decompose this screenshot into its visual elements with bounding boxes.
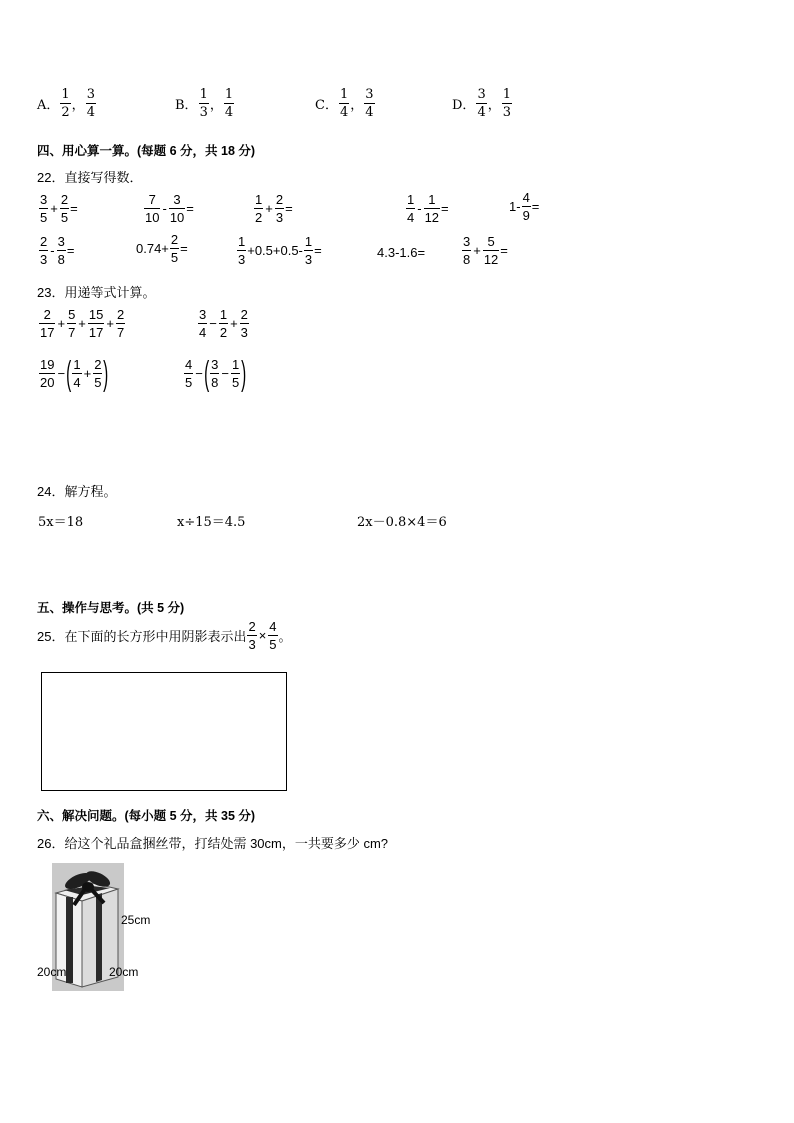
q22-expression-5: 1- $\frac{4}{9}$ = [509, 190, 540, 223]
section-heading-4: 四、用心算一算。(每题 6 分，共 18 分) [37, 144, 256, 158]
question-24-title: 24．解方程。 [37, 484, 117, 499]
width-label: 20cm [109, 965, 139, 979]
depth-label: 20cm [37, 965, 67, 979]
fraction: $\frac{1}{4}$ [339, 87, 349, 120]
q24-equation-2: x÷15＝4.5 [177, 515, 246, 530]
q22-expression-2: $\frac{7}{10}$ - $\frac{3}{10}$ = [145, 192, 194, 225]
fraction: $\frac{3}{4}$ [477, 87, 486, 120]
question-26-title: 26．给这个礼品盒捆丝带，打结处需 30cm，一共要多少 cm? [37, 836, 389, 851]
q23-expression-1: $\frac{2}{17}$ + $\frac{5}{7}$ + $\frac{15}{17}$ + $\frac{2}{7}$ [40, 307, 125, 340]
q22-expression-1: $\frac{3}{5}$ + $\frac{2}{5}$ = [40, 192, 78, 225]
q23-expression-2: $\frac{3}{4}$ − $\frac{1}{2}$ + $\frac{2}{3}$ [199, 307, 248, 340]
fraction: $\frac{3}{4}$ [365, 87, 374, 120]
question-23-title: 23．用递等式计算。 [37, 285, 156, 300]
q22-expression-3: $\frac{1}{2}$ + $\frac{2}{3}$ = [255, 192, 293, 225]
option-a-label: A． [37, 98, 60, 113]
q22-expression-9: 4.3-1.6= [377, 245, 426, 260]
option-c-label: C． [315, 98, 338, 113]
option-d-label: D． [452, 98, 476, 113]
fraction: $\frac{1}{3}$ [199, 87, 208, 120]
question-25-title: 25．在下面的长方形中用阴影表示出 $\frac{2}{3}$ × $\frac{4}{5}$ 。 [37, 619, 292, 652]
fraction: $\frac{3}{4}$ [86, 87, 95, 120]
shading-rectangle[interactable] [41, 672, 287, 791]
q22-expression-6: $\frac{2}{3}$ - $\frac{3}{8}$ = [40, 234, 75, 267]
q23-expression-3: $\frac{19}{20}$ − ( $\frac{1}{4}$ + $\frac{2}{5}$ ) [40, 354, 109, 393]
fraction: $\frac{1}{2}$ [61, 87, 70, 120]
height-label: 25cm [121, 913, 151, 927]
q22-expression-7: 0.74+ $\frac{2}{5}$ = [136, 232, 188, 265]
option-c[interactable]: C． $\frac{1}{4}$ ， $\frac{3}{4}$ [315, 87, 374, 120]
option-a[interactable]: A． $\frac{1}{2}$ ， $\frac{3}{4}$ [37, 87, 95, 120]
q23-expression-4: $\frac{4}{5}$ − ( $\frac{3}{8}$ − $\frac{1}{5}$ ) [185, 354, 247, 393]
q22-expression-8: $\frac{1}{3}$ +0.5+0.5- $\frac{1}{3}$ = [238, 234, 322, 267]
fraction: $\frac{1}{4}$ [224, 87, 234, 120]
q24-equation-1: 5x＝18 [38, 515, 84, 530]
q22-expression-4: $\frac{1}{4}$ - $\frac{1}{12}$ = [407, 192, 449, 225]
q22-expression-10: $\frac{3}{8}$ + $\frac{5}{12}$ = [463, 234, 508, 267]
q24-equation-3: 2x－0.8×4＝6 [357, 515, 447, 530]
section-heading-5: 五、操作与思考。(共 5 分) [37, 601, 185, 615]
option-b-label: B． [175, 98, 198, 113]
fraction: $\frac{1}{3}$ [502, 87, 512, 120]
question-22-title: 22．直接写得数． [37, 170, 143, 185]
option-b[interactable]: B． $\frac{1}{3}$ ， $\frac{1}{4}$ [175, 87, 234, 120]
option-d[interactable]: D． $\frac{3}{4}$ ， $\frac{1}{3}$ [452, 87, 512, 120]
section-heading-6: 六、解决问题。(每小题 5 分，共 35 分) [37, 809, 256, 823]
